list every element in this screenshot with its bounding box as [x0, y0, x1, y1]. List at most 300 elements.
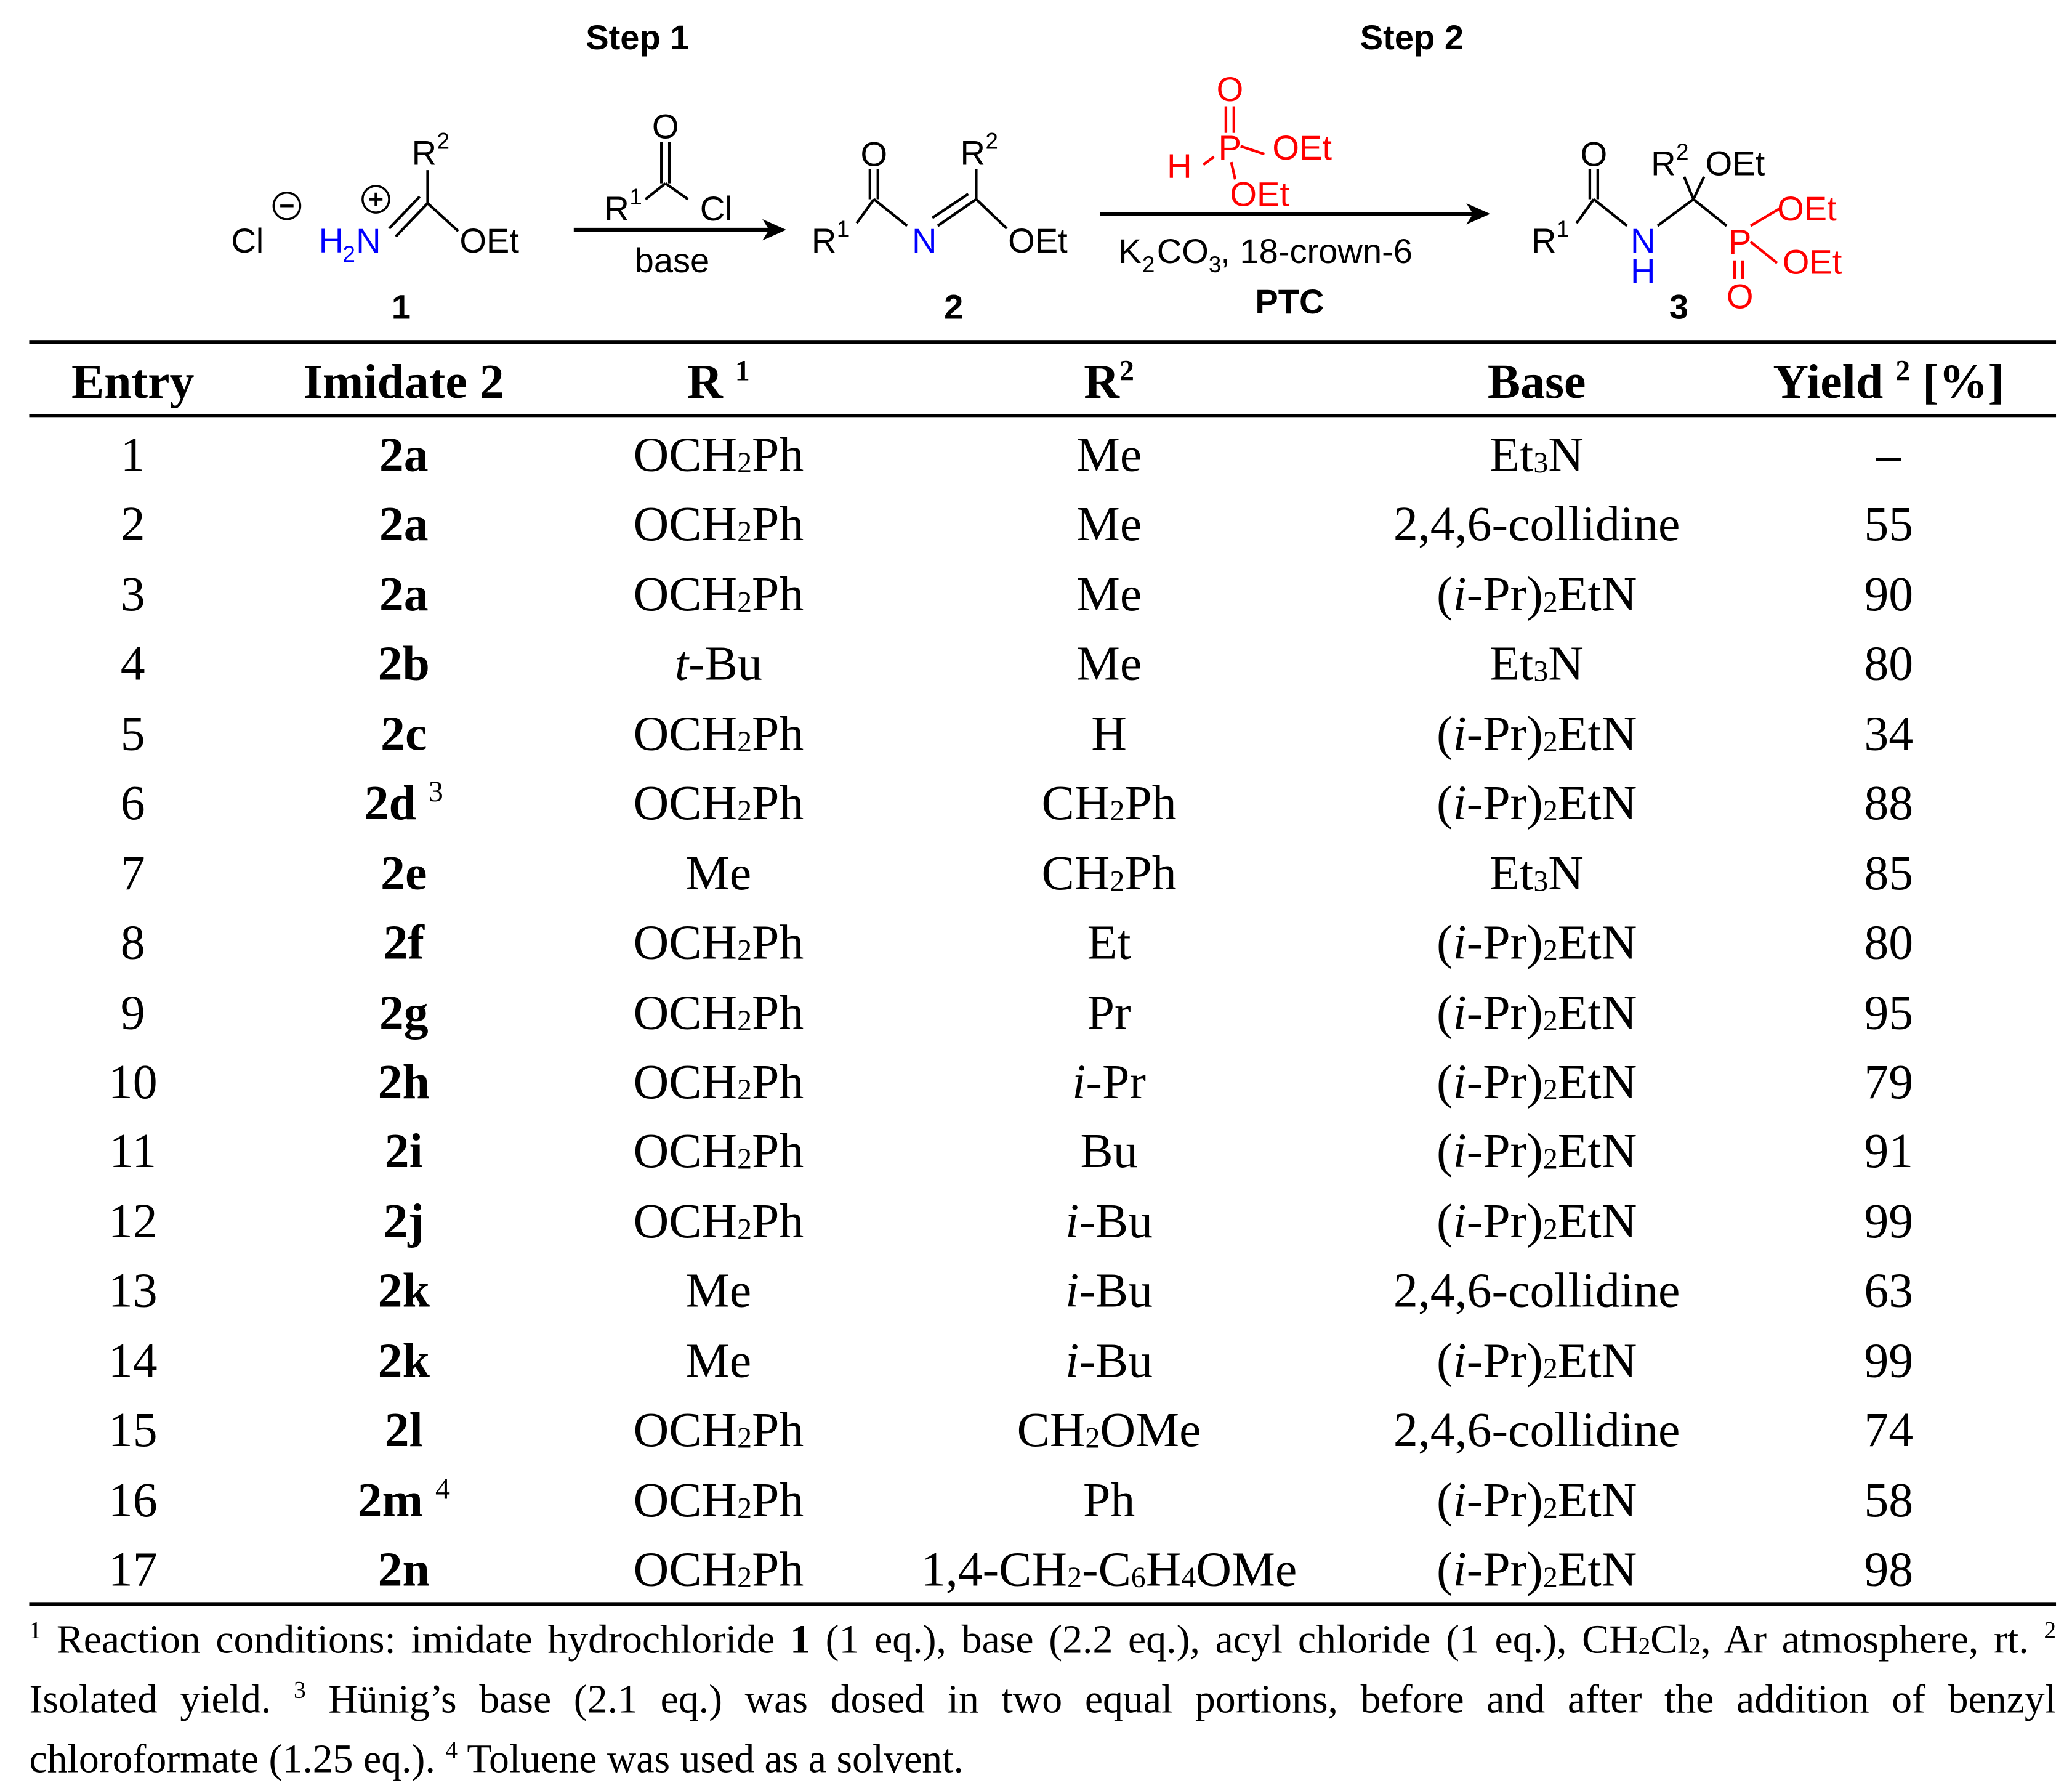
- text-segment: (: [1436, 1055, 1453, 1110]
- cell-yield: [1864, 916, 1914, 971]
- c2-n: N: [912, 220, 937, 260]
- text-segment: N: [1548, 637, 1584, 692]
- text-segment: -Bu: [688, 637, 762, 692]
- bold-segment: 2j: [383, 1194, 424, 1250]
- text-segment: Pr: [1087, 985, 1131, 1040]
- cell-yield: [1864, 1125, 1914, 1180]
- bold-segment: 2d: [364, 777, 416, 831]
- text-segment: H: [1091, 707, 1127, 762]
- text-segment: Ph: [752, 916, 804, 971]
- text-segment: EtN: [1557, 985, 1637, 1040]
- text-segment: Me: [1076, 428, 1142, 483]
- text-segment: Me: [685, 1264, 752, 1319]
- text-segment: 2: [120, 498, 145, 553]
- text-segment: (: [1436, 916, 1453, 971]
- text-segment: Ph: [752, 985, 804, 1040]
- text-segment: Ph: [752, 777, 804, 831]
- c3-n: N: [1630, 220, 1656, 260]
- c2-r1: R: [811, 220, 837, 260]
- text-segment: 98: [1864, 1543, 1914, 1598]
- cell-yield: [1864, 1473, 1914, 1528]
- cell-r1: [633, 1543, 804, 1598]
- text-segment: 88: [1864, 777, 1914, 831]
- text-segment: 85: [1864, 846, 1914, 901]
- text-segment: -Bu: [1079, 1194, 1153, 1250]
- cond-co: CO: [1156, 232, 1209, 271]
- text-segment: Ph: [752, 567, 804, 623]
- c3-p-oet1: OEt: [1777, 189, 1837, 228]
- text-segment: -Pr): [1466, 777, 1543, 831]
- text-segment: Imidate 2: [303, 355, 504, 410]
- italic-segment: i: [1453, 1055, 1467, 1110]
- subscript: 2: [737, 445, 752, 479]
- cell-r2: [1087, 916, 1131, 971]
- cell-yield: [1864, 1334, 1914, 1389]
- text-segment: Me: [685, 1334, 752, 1389]
- text-segment: 95: [1864, 985, 1914, 1040]
- text-segment: OCH: [633, 1125, 738, 1180]
- subscript: 2: [737, 1560, 752, 1594]
- text-segment: Cl: [1650, 1617, 1689, 1662]
- text-segment: Et: [1087, 916, 1131, 971]
- text-segment: Ph: [1082, 1473, 1135, 1528]
- compound-1-label: 1: [391, 287, 411, 326]
- italic-segment: i: [1453, 567, 1467, 623]
- text-segment: OCH: [633, 1055, 738, 1110]
- cell-entry: [120, 916, 145, 971]
- subscript: 2: [1638, 1632, 1651, 1659]
- bold-segment: 2i: [384, 1125, 423, 1180]
- text-segment: -Pr): [1466, 567, 1543, 623]
- text-segment: Base: [1487, 355, 1586, 410]
- text-segment: Ph: [752, 428, 804, 483]
- text-segment: 34: [1864, 707, 1914, 762]
- c3-p: P: [1728, 222, 1752, 261]
- text-segment: 99: [1864, 1194, 1914, 1250]
- subscript: 3: [1533, 655, 1549, 689]
- bold-segment: 2e: [381, 846, 427, 901]
- subscript: 6: [1131, 1560, 1146, 1594]
- cell-entry: [108, 1264, 158, 1319]
- text-segment: Ph: [752, 1543, 804, 1598]
- header-imidate: [303, 355, 504, 410]
- r2-sup: 2: [437, 128, 450, 154]
- text-segment: Et: [1490, 637, 1534, 692]
- text-segment: OMe: [1196, 1543, 1297, 1598]
- superscript: 3: [428, 775, 443, 809]
- text-segment: 3: [120, 567, 145, 623]
- cell-entry: [108, 1543, 158, 1598]
- text-segment: -Pr): [1466, 1055, 1543, 1110]
- cell-entry: [120, 637, 145, 692]
- cell-entry: [108, 1404, 158, 1458]
- text-segment: 58: [1864, 1473, 1914, 1528]
- text-segment: OCH: [633, 1194, 738, 1250]
- text-segment: 55: [1864, 498, 1914, 553]
- subscript: 2: [1542, 1003, 1558, 1037]
- cell-entry: [120, 567, 145, 623]
- text-segment: H: [1145, 1543, 1182, 1598]
- cell-r1: [633, 1125, 804, 1180]
- text-segment: Ph: [752, 1473, 804, 1528]
- superscript: 2: [1895, 354, 1911, 387]
- acyl-cl: Cl: [699, 189, 733, 228]
- subscript: 2: [1542, 1560, 1558, 1594]
- text-segment: 5: [120, 707, 145, 762]
- cell-r1: [633, 985, 804, 1040]
- text-segment: (: [1436, 707, 1453, 762]
- cell-r1: [633, 777, 804, 831]
- text-segment: -Bu: [1079, 1264, 1153, 1319]
- c3-o: O: [1580, 134, 1608, 174]
- subscript: 2: [1542, 1212, 1558, 1246]
- cell-entry: [108, 1334, 158, 1389]
- cell-imidate: [377, 637, 430, 692]
- cell-r2: [1065, 1264, 1153, 1319]
- cell-r1: [633, 428, 804, 483]
- cell-base: [1490, 637, 1584, 692]
- cell-r2: [1076, 428, 1142, 483]
- text-segment: 80: [1864, 916, 1914, 971]
- italic-segment: i: [1453, 777, 1467, 831]
- text-segment: EtN: [1557, 707, 1637, 762]
- text-segment: 11: [109, 1125, 157, 1180]
- bold-segment: 2a: [379, 498, 429, 553]
- c3-r1-sup: 1: [1557, 216, 1570, 241]
- text-segment: Me: [1076, 567, 1142, 623]
- cell-yield: [1864, 498, 1914, 553]
- text-segment: Me: [1076, 498, 1142, 553]
- cond-rest: , 18-crown-6: [1220, 232, 1413, 271]
- text-segment: -Pr): [1466, 1125, 1543, 1180]
- cond-co-sub: 3: [1208, 252, 1222, 278]
- positive-charge-icon: [363, 186, 389, 212]
- italic-segment: i: [1453, 1125, 1467, 1180]
- subscript: 2: [1542, 1351, 1558, 1385]
- c3-oet: OEt: [1705, 144, 1765, 183]
- subscript: 2: [737, 585, 752, 619]
- cell-r2: [1091, 707, 1127, 762]
- cell-r2: [1082, 1473, 1135, 1528]
- text-segment: , Ar atmosphere, rt.: [1701, 1617, 2044, 1662]
- c3-p-o: O: [1726, 277, 1754, 316]
- subscript: 2: [1110, 794, 1125, 828]
- text-segment: EtN: [1557, 1055, 1637, 1110]
- amine-h: H: [318, 220, 344, 260]
- cell-yield: [1864, 567, 1914, 623]
- text-segment: -C: [1081, 1543, 1131, 1598]
- text-segment: 90: [1864, 567, 1914, 623]
- amine-h-sub: 2: [342, 241, 355, 267]
- cell-r2: [1065, 1194, 1153, 1250]
- text-segment: OCH: [633, 498, 738, 553]
- text-segment: 1: [120, 428, 145, 483]
- cell-entry: [108, 1473, 158, 1528]
- text-segment: (: [1436, 1125, 1453, 1180]
- cell-imidate: [377, 1055, 430, 1110]
- text-segment: Bu: [1080, 1125, 1138, 1180]
- cell-r2: [1076, 498, 1142, 553]
- text-segment: Reaction conditions: imidate hydrochloride: [41, 1617, 791, 1662]
- subscript: 2: [737, 515, 752, 549]
- c2-oet: OEt: [1008, 220, 1068, 260]
- text-segment: Isolated yield.: [29, 1676, 294, 1722]
- text-segment: 63: [1864, 1264, 1914, 1319]
- cell-r1: [685, 1334, 752, 1389]
- bold-segment: 2n: [377, 1543, 430, 1598]
- text-segment: CH: [1017, 1404, 1086, 1458]
- cell-yield: [1864, 846, 1914, 901]
- text-segment: (: [1436, 1543, 1453, 1598]
- cell-imidate: [384, 1404, 423, 1458]
- cell-r2: [1080, 1125, 1138, 1180]
- text-segment: Ph: [752, 1404, 804, 1458]
- text-segment: OCH: [633, 428, 738, 483]
- text-segment: 2,4,6-collidine: [1393, 498, 1680, 553]
- amine-n: N: [356, 220, 381, 260]
- bold-segment: 1: [790, 1617, 810, 1662]
- text-segment: Ph: [752, 498, 804, 553]
- text-segment: EtN: [1557, 1543, 1637, 1598]
- superscript: 3: [293, 1676, 306, 1704]
- cell-imidate: [381, 846, 427, 901]
- text-segment: 8: [120, 916, 145, 971]
- cell-yield: [1864, 1194, 1914, 1250]
- oet-label: OEt: [459, 220, 519, 260]
- text-segment: Et: [1490, 428, 1534, 483]
- text-segment: OCH: [633, 567, 738, 623]
- text-segment: 6: [120, 777, 145, 831]
- text-segment: [423, 1473, 435, 1527]
- subscript: 2: [737, 1421, 752, 1455]
- c3-p-oet2: OEt: [1782, 242, 1842, 281]
- text-segment: R: [1084, 355, 1119, 410]
- bold-segment: 2k: [377, 1334, 430, 1389]
- cell-r2: [1065, 1334, 1153, 1389]
- subscript: 2: [1542, 1072, 1558, 1106]
- text-segment: 74: [1864, 1404, 1914, 1458]
- cell-r1: [633, 1194, 804, 1250]
- cell-r1: [633, 707, 804, 762]
- cell-entry: [120, 498, 145, 553]
- subscript: 4: [1181, 1560, 1196, 1594]
- cell-base: [1436, 777, 1637, 831]
- subscript: 2: [737, 1142, 752, 1176]
- cell-yield: [1864, 1264, 1914, 1319]
- subscript: 2: [1542, 1490, 1558, 1524]
- text-segment: –: [1876, 428, 1901, 483]
- cell-imidate: [377, 1334, 430, 1389]
- text-segment: (: [1436, 1334, 1453, 1389]
- subscript: 2: [1542, 724, 1558, 758]
- text-segment: EtN: [1557, 1473, 1637, 1528]
- text-segment: OCH: [633, 985, 738, 1040]
- cell-entry: [120, 846, 145, 901]
- compound-3-label: 3: [1669, 287, 1689, 326]
- italic-segment: i: [1453, 985, 1467, 1040]
- cond-k: K: [1118, 232, 1142, 271]
- cell-base: [1490, 846, 1584, 901]
- bold-segment: 2b: [377, 637, 430, 692]
- acyl-r1-sup: 1: [629, 184, 642, 210]
- text-segment: 7: [120, 846, 145, 901]
- subscript: 2: [737, 1003, 752, 1037]
- bold-segment: 2k: [377, 1264, 430, 1319]
- text-segment: 9: [120, 985, 145, 1040]
- subscript: 3: [1533, 863, 1549, 897]
- phosphite-o: O: [1216, 69, 1244, 108]
- cell-r1: [685, 846, 752, 901]
- cell-imidate: [379, 428, 429, 483]
- cell-yield: [1864, 1404, 1914, 1458]
- text-segment: OCH: [633, 916, 738, 971]
- header-base: [1487, 355, 1586, 410]
- text-segment: 1,4-CH: [921, 1543, 1068, 1598]
- text-segment: EtN: [1557, 1194, 1637, 1250]
- cell-imidate: [377, 1543, 430, 1598]
- cell-base: [1436, 1125, 1637, 1180]
- text-segment: Ph: [752, 1194, 804, 1250]
- phosphite-oet1: OEt: [1272, 127, 1332, 167]
- header-yield: [1773, 354, 2005, 410]
- text-segment: EtN: [1557, 916, 1637, 971]
- italic-segment: i: [1453, 916, 1467, 971]
- text-segment: EtN: [1557, 1334, 1637, 1389]
- text-segment: -Pr): [1466, 1334, 1543, 1389]
- cell-imidate: [384, 1125, 423, 1180]
- bold-segment: 2m: [357, 1473, 423, 1528]
- negative-charge-icon: [273, 193, 300, 219]
- text-segment: OCH: [633, 1473, 738, 1528]
- subscript: 2: [1542, 794, 1558, 828]
- cell-imidate: [383, 916, 424, 971]
- text-segment: [416, 777, 429, 831]
- subscript: 2: [737, 933, 752, 967]
- phosphite-p: P: [1218, 127, 1242, 167]
- text-segment: (: [1436, 567, 1453, 623]
- cell-entry: [108, 1194, 158, 1250]
- text-segment: Ph: [752, 1125, 804, 1180]
- bold-segment: 2g: [379, 985, 429, 1040]
- cell-yield: [1864, 1543, 1914, 1598]
- text-segment: Yield: [1773, 355, 1896, 410]
- subscript: 2: [1110, 863, 1125, 897]
- c2-r2-sup: 2: [985, 128, 998, 154]
- cell-base: [1490, 428, 1584, 483]
- text-segment: R: [687, 355, 735, 410]
- cell-entry: [120, 985, 145, 1040]
- superscript: 1: [735, 354, 750, 387]
- c2-r2: R: [960, 133, 986, 172]
- text-segment: -Pr): [1466, 1543, 1543, 1598]
- cell-base: [1393, 1404, 1680, 1458]
- step2-label: Step 2: [1360, 17, 1464, 57]
- cell-base: [1393, 1264, 1680, 1319]
- text-segment: 2,4,6-collidine: [1393, 1404, 1680, 1458]
- chloride-label: Cl: [231, 220, 264, 260]
- text-segment: Me: [1076, 637, 1142, 692]
- cell-r2: [1076, 637, 1142, 692]
- italic-segment: i: [1453, 707, 1467, 762]
- text-segment: N: [1548, 428, 1584, 483]
- cell-r1: [633, 1473, 804, 1528]
- c3-r2: R: [1651, 144, 1676, 183]
- bold-segment: 2a: [379, 567, 429, 623]
- text-segment: Ph: [752, 1055, 804, 1110]
- text-segment: 13: [108, 1264, 158, 1319]
- italic-segment: i: [1453, 1473, 1467, 1528]
- bold-segment: 2l: [384, 1404, 423, 1458]
- text-segment: 2,4,6-collidine: [1393, 1264, 1680, 1319]
- text-segment: EtN: [1557, 777, 1637, 831]
- text-segment: 15: [108, 1404, 158, 1458]
- cell-base: [1436, 1194, 1637, 1250]
- cell-r1: [633, 1055, 804, 1110]
- subscript: 2: [737, 1490, 752, 1524]
- cell-entry: [120, 777, 145, 831]
- cell-base: [1436, 707, 1637, 762]
- cell-imidate: [379, 567, 429, 623]
- acyl-r1: R: [604, 189, 629, 228]
- text-segment: CH: [1041, 846, 1110, 901]
- text-segment: 14: [108, 1334, 158, 1389]
- text-segment: EtN: [1557, 567, 1637, 623]
- text-segment: -Pr): [1466, 707, 1543, 762]
- text-segment: OMe: [1100, 1404, 1201, 1458]
- table-bottom-rule: [29, 1602, 2056, 1606]
- subscript: 2: [737, 1212, 752, 1246]
- cond-ptc: PTC: [1255, 282, 1324, 321]
- cell-r2: [1076, 567, 1142, 623]
- cell-yield: [1864, 707, 1914, 762]
- cell-base: [1436, 1543, 1637, 1598]
- subscript: 2: [1542, 585, 1558, 619]
- cell-yield: [1864, 985, 1914, 1040]
- text-segment: 79: [1864, 1055, 1914, 1110]
- text-segment: 17: [108, 1543, 158, 1598]
- text-segment: -Pr): [1466, 985, 1543, 1040]
- cell-base: [1436, 916, 1637, 971]
- cell-imidate: [364, 775, 443, 831]
- text-segment: CH: [1041, 777, 1110, 831]
- text-segment: Toluene was used as a solvent.: [458, 1736, 964, 1782]
- text-segment: -Bu: [1079, 1334, 1153, 1389]
- table-top-rule: [29, 340, 2056, 344]
- text-segment: Hünig’s base (2.1 eq.) was dosed in two equal portions, before and after the addition of benzyl chloroformate (1.25 eq.).: [29, 1676, 2057, 1782]
- cell-base: [1393, 498, 1680, 553]
- cell-yield: [1864, 777, 1914, 831]
- subscript: 2: [1688, 1632, 1701, 1659]
- text-segment: (: [1436, 1473, 1453, 1528]
- italic-segment: i: [1453, 1194, 1467, 1250]
- cell-imidate: [379, 985, 429, 1040]
- cell-yield: [1876, 428, 1901, 483]
- subscript: 2: [1085, 1421, 1100, 1455]
- compound-2-label: 2: [944, 287, 964, 326]
- cond-k-sub: 2: [1142, 252, 1155, 278]
- subscript: 2: [1067, 1560, 1082, 1594]
- text-segment: OCH: [633, 1404, 738, 1458]
- text-segment: Me: [685, 846, 752, 901]
- text-segment: -Pr: [1086, 1055, 1146, 1110]
- step1-condition: base: [634, 241, 710, 280]
- cell-r2: [921, 1543, 1297, 1598]
- cell-base: [1436, 1334, 1637, 1389]
- italic-segment: i: [1453, 1334, 1467, 1389]
- text-segment: 4: [120, 637, 145, 692]
- cell-base: [1436, 1473, 1637, 1528]
- subscript: 2: [737, 1072, 752, 1106]
